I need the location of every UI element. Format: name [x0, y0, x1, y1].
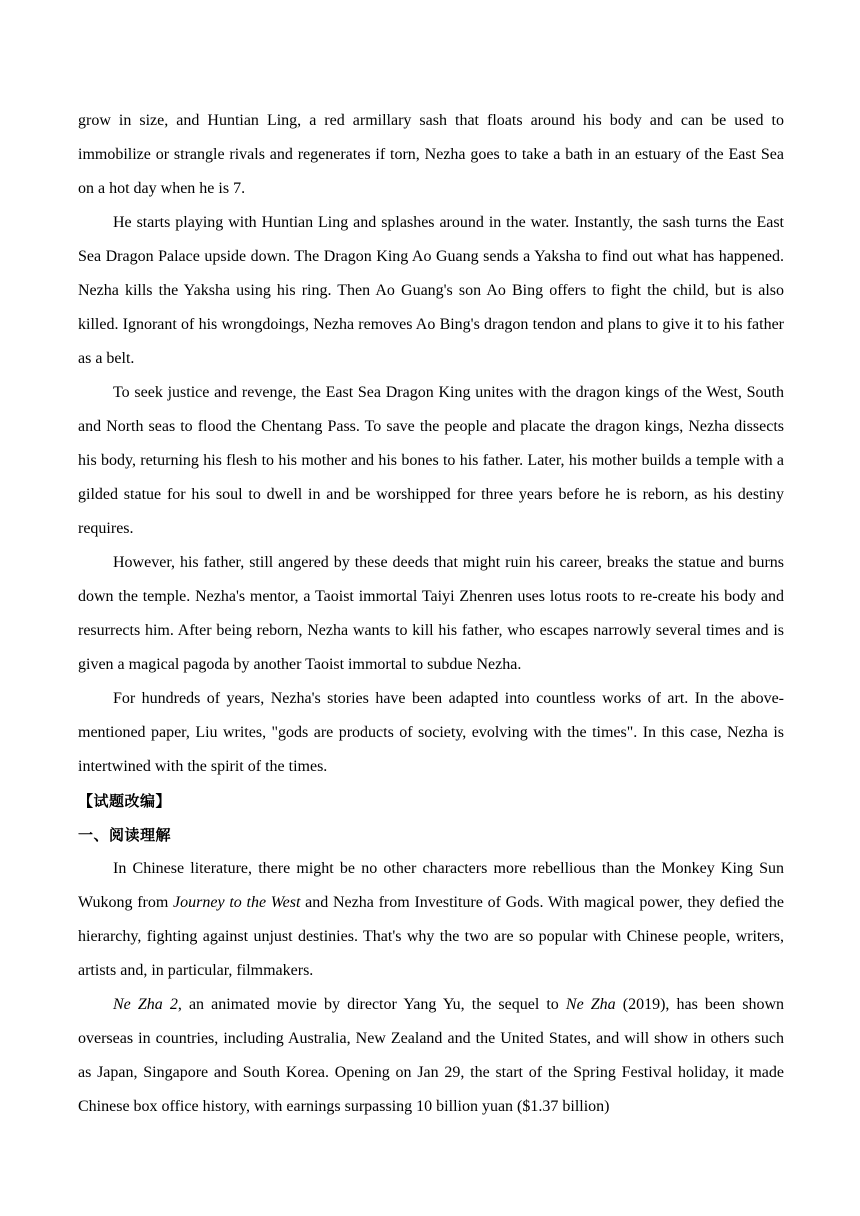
document-page [78, 104, 784, 1124]
paragraph-rebellious-characters [78, 852, 784, 988]
text-segment: and Nezha from Investiture of Gods. With magical power, they defied the hierarchy, fighting against unjust destinies. That's why the two are so popular with Chinese people, writers, artists and, in particular, filmmakers. [78, 894, 785, 979]
heading-reading-comprehension: 一、阅读理解 [78, 826, 172, 844]
text-segment: , an animated movie by director Yang Yu, the sequel to [177, 996, 566, 1013]
text-segment: In Chinese literature, there might be no other characters more rebellious than the Monkey King Sun Wukong from [78, 860, 784, 911]
book-title: Journey to the West [173, 894, 301, 911]
paragraph-ne-zha-2 [78, 988, 784, 1124]
paragraph-rebirth: However, his father, still angered by these deeds that might ruin his career, breaks the statue and burns down the temple. Nezha's mentor, a Taoist immortal Taiyi Zhenren uses lotus roots to re-create his body and resurrects him. After being reborn, Nezha wants to kill his father, who escapes narrowly several times and is given a magical pagoda by another Taoist immortal to subdue Nezha. [78, 554, 784, 673]
film-title: Ne Zha 2 [113, 996, 178, 1013]
paragraph-flood-chentang: To seek justice and revenge, the East Sea Dragon King unites with the dragon kings of the West, South and North seas to flood the Chentang Pass. To save the people and placate the dragon kings, Nezha dissects his body, returning his flesh to his mother and his bones to his father. Later, his mother builds a temple with a gilded statue for his soul to dwell in and be worshipped for three years before he is reborn, as his destiny requires. [78, 384, 784, 537]
film-title: Ne Zha [565, 996, 616, 1013]
paragraph-adaptations: For hundreds of years, Nezha's stories have been adapted into countless works of art. In the above-mentioned paper, Liu writes, "gods are products of society, evolving with the times". In this case, Nezha is intertwined with the spirit of the times. [78, 690, 784, 775]
text-segment: (2019), has been shown overseas in countries, including Australia, New Zealand and the United States, and will show in others such as Japan, Singapore and South Korea. Opening on Jan 29, the start of the Spring Festival holiday, it made Chinese box office history, with earnings surpassing 10 billion yuan ($1.37 billion) [78, 996, 784, 1115]
paragraph-huntian-ling: grow in size, and Huntian Ling, a red armillary sash that floats around his body and can be used to immobilize or strangle rivals and regenerates if torn, Nezha goes to take a bath in an estuary of the East Sea on a hot day when he is 7. [78, 112, 784, 197]
paragraph-dragon-palace: He starts playing with Huntian Ling and splashes around in the water. Instantly, the sash turns the East Sea Dragon Palace upside down. The Dragon King Ao Guang sends a Yaksha to find out what has happened. Nezha kills the Yaksha using his ring. Then Ao Guang's son Ao Bing offers to fight the child, but is also killed. Ignorant of his wrongdoings, Nezha removes Ao Bing's dragon tendon and plans to give it to his father as a belt. [78, 214, 784, 367]
heading-adapted-questions: 【试题改编】 [78, 792, 172, 810]
